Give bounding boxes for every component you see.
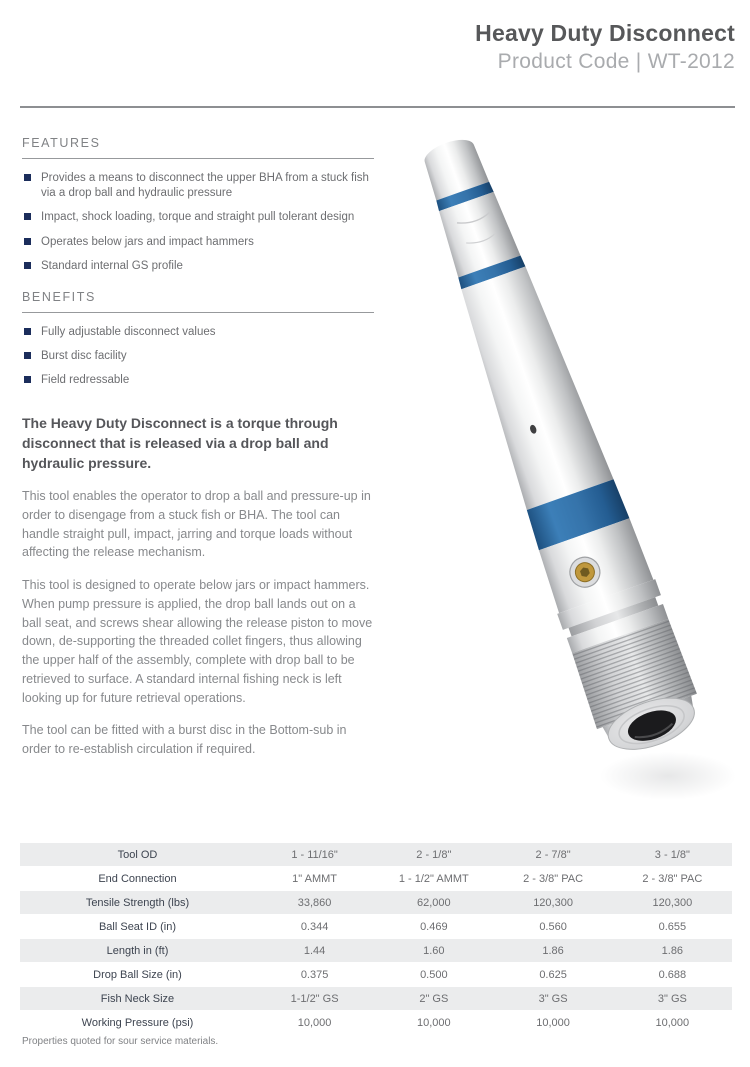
table-row: [20, 987, 732, 1011]
row-value: 0.500: [420, 968, 448, 981]
features-divider: [22, 158, 374, 159]
lead-paragraph: The Heavy Duty Disconnect is a torque through disconnect that is released via a drop ball and hydraulic pressure.: [22, 415, 338, 471]
row-value: 0.375: [300, 968, 329, 981]
square-bullet-icon: [24, 328, 31, 335]
square-bullet-icon: [24, 376, 31, 383]
row-label: Fish Neck Size: [100, 992, 175, 1005]
row-value: 3 - 1/8": [654, 848, 690, 861]
feature-text: Provides a means to disconnect the upper BHA from a stuck fish via a drop ball and hydraulic pressure: [41, 172, 369, 200]
body-paragraph: This tool enables the operator to drop a ball and pressure-up in order to disengage from a stuck fish or BHA. The tool can handle straight pull, impact, jarring and torque loads without affecting the release mechanism.: [22, 489, 371, 560]
row-value: 62,000: [417, 896, 451, 909]
row-value: 10,000: [297, 1016, 332, 1029]
row-label: Drop Ball Size (in): [93, 968, 182, 981]
row-label: End Connection: [98, 872, 177, 885]
row-value: 120,300: [652, 896, 693, 909]
features-list: [22, 171, 374, 274]
row-label: Ball Seat ID (in): [98, 920, 176, 933]
row-value: 0.688: [658, 968, 687, 981]
square-bullet-icon: [24, 213, 31, 220]
row-value: 33,860: [297, 896, 332, 909]
table-row: [20, 1011, 732, 1035]
square-bullet-icon: [24, 352, 31, 359]
row-value: 10,000: [655, 1016, 690, 1029]
square-bullet-icon: [24, 174, 31, 181]
header-divider: [20, 106, 735, 108]
row-value: 2" GS: [419, 992, 449, 1005]
benefit-item: [22, 349, 374, 364]
table-row: [20, 915, 732, 939]
features-heading: FEATURES: [22, 136, 101, 150]
spec-table: [20, 843, 732, 1035]
table-row: [20, 843, 732, 867]
row-value: 1.44: [303, 944, 326, 957]
row-value: 120,300: [533, 896, 573, 909]
row-value: 0.560: [539, 920, 567, 933]
row-value: 3" GS: [657, 992, 687, 1005]
feature-item: [22, 259, 374, 274]
feature-item: [22, 210, 374, 225]
table-row: [20, 867, 732, 891]
row-value: 10,000: [417, 1016, 451, 1029]
feature-text: Impact, shock loading, torque and straight pull tolerant design: [41, 211, 355, 224]
row-value: 10,000: [536, 1016, 570, 1029]
row-value: 2 - 3/8" PAC: [523, 872, 584, 885]
row-value: 0.655: [658, 920, 687, 933]
footnote: Properties quoted for sour service materials.: [22, 1036, 219, 1047]
content-column: [22, 136, 374, 759]
table-row: [20, 939, 732, 963]
row-value: 0.625: [539, 968, 567, 981]
row-value: 1 - 11/16": [291, 848, 338, 861]
benefit-item: [22, 325, 374, 340]
body-paragraph: This tool is designed to operate below jars or impact hammers. When pump pressure is applied, the drop ball lands out on a ball seat, and screws shear allowing the release piston to move down, de-supporting the threaded collet fingers, thus allowing the upper half of the assembly, complete with drop ball to be retrieved to surface. A standard internal fishing neck is left looking up for future retrieval operations.: [22, 578, 373, 705]
row-value: 1" AMMT: [292, 872, 337, 885]
disconnect-tool: [396, 128, 709, 762]
row-value: 2 - 1/8": [416, 848, 452, 861]
page-header: [475, 20, 735, 74]
benefits-divider: [22, 312, 374, 313]
benefit-item: [22, 373, 374, 388]
benefits-section: [22, 290, 374, 389]
feature-item: [22, 235, 374, 250]
product-code: Product Code | WT-2012: [497, 50, 735, 73]
square-bullet-icon: [24, 262, 31, 269]
table-row: [20, 963, 732, 987]
features-section: [22, 136, 374, 274]
square-bullet-icon: [24, 238, 31, 245]
feature-text: Operates below jars and impact hammers: [41, 235, 254, 248]
row-value: 1 - 1/2" AMMT: [398, 872, 469, 885]
row-label: Working Pressure (psi): [81, 1016, 194, 1029]
row-value: 1.86: [661, 944, 684, 957]
row-value: 2 - 3/8" PAC: [642, 872, 703, 885]
row-value: 0.469: [420, 920, 448, 933]
row-label: Length in (ft): [106, 944, 169, 957]
benefit-text: Burst disc facility: [41, 350, 127, 363]
tool-main-body: [450, 262, 613, 510]
row-value: 1.86: [542, 944, 564, 957]
page-title: Heavy Duty Disconnect: [475, 20, 735, 46]
row-value: 1-1/2" GS: [290, 992, 339, 1005]
benefit-text: Fully adjustable disconnect values: [41, 325, 216, 338]
feature-item: [22, 171, 374, 201]
row-value: 0.344: [300, 920, 329, 933]
photo-shadow: [600, 752, 736, 800]
benefits-heading: BENEFITS: [22, 289, 96, 304]
feature-text: Standard internal GS profile: [41, 259, 183, 272]
row-label: Tensile Strength (lbs): [85, 896, 190, 909]
table-row: [20, 891, 732, 915]
body-paragraph: The tool can be fitted with a burst disc in the Bottom-sub in order to re-establish circulation if required.: [22, 723, 347, 757]
benefit-text: Field redressable: [41, 374, 130, 387]
row-value: 1.60: [423, 944, 445, 957]
product-photo: [368, 128, 738, 808]
row-value: 2 - 7/8": [535, 848, 571, 861]
benefits-list: [22, 325, 374, 389]
row-value: 3" GS: [538, 992, 568, 1005]
row-label: Tool OD: [117, 848, 158, 861]
